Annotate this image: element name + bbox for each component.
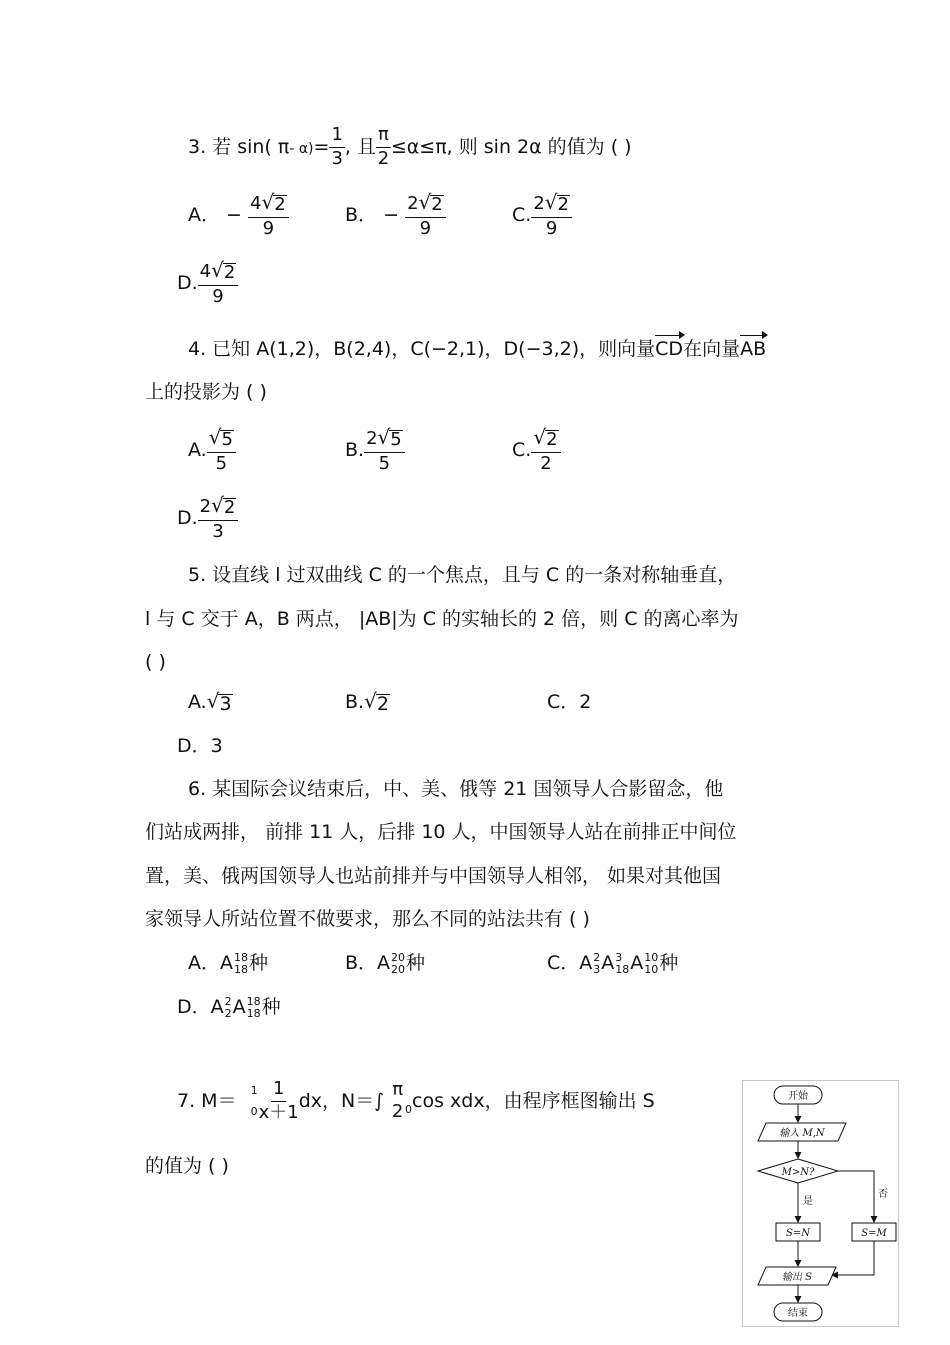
q3-opta-radicand: 2 bbox=[274, 194, 286, 215]
q6-optd-sup2: 18 bbox=[246, 995, 261, 1008]
q6-stem-line2: 们站成两排， 前排 11 人，后排 10 人，中国领导人站在前排正中间位 bbox=[145, 821, 737, 843]
q3-opta-radical bbox=[261, 192, 286, 215]
q7-frac-den: x＋1 bbox=[258, 1101, 299, 1123]
q3-optb-coef: 2 bbox=[407, 193, 419, 214]
q6-optd-scripts2 bbox=[247, 996, 261, 1019]
q4-optb-den: 5 bbox=[378, 452, 391, 474]
q6-optb-label: B．A bbox=[345, 952, 391, 975]
q6-opta-scripts bbox=[234, 952, 248, 975]
q3-minus-alpha: - α) bbox=[289, 140, 314, 157]
q3-optd-radicand: 2 bbox=[223, 262, 236, 283]
q6-optc-scripts2 bbox=[615, 952, 629, 975]
q3-optc-num bbox=[531, 192, 572, 218]
q7-stem-line1 bbox=[177, 1080, 655, 1123]
q3-optc-radical bbox=[545, 192, 570, 215]
q3-optd-coef: 4 bbox=[199, 261, 212, 282]
flowchart-start-label: 开始 bbox=[788, 1091, 808, 1102]
q3-frac-pi-half bbox=[376, 126, 391, 169]
q3-optd-radical bbox=[211, 260, 236, 283]
q3-option-c bbox=[512, 192, 572, 239]
q5-option-b bbox=[345, 691, 390, 714]
q6-stem-line4: 家领导人所站位置不做要求，那么不同的站法共有 ( ) bbox=[145, 908, 590, 930]
q4-mid: 在向量 bbox=[683, 338, 741, 360]
q5-option-c: C．2 bbox=[547, 691, 592, 713]
sqrt-icon: √ bbox=[544, 190, 558, 214]
q6-optd-tail: 种 bbox=[261, 996, 281, 1019]
q3-frac-one-third bbox=[329, 126, 344, 169]
q6-optb-scripts bbox=[391, 952, 405, 975]
q7-frac bbox=[259, 1080, 299, 1123]
q4-option-c bbox=[512, 427, 561, 474]
q3-optc-radicand: 2 bbox=[557, 194, 569, 215]
sqrt-icon: √ bbox=[211, 258, 224, 282]
q3-stem bbox=[188, 126, 632, 169]
q4-stem-line1 bbox=[188, 340, 766, 359]
q3-optb-sign: − bbox=[383, 203, 400, 226]
sqrt-icon: √ bbox=[206, 689, 220, 713]
q7-integral-limits bbox=[251, 1085, 258, 1118]
flowchart-input-label: 输入 M,N bbox=[779, 1128, 825, 1139]
q5-opta-radical bbox=[207, 691, 233, 714]
q3-optb-den: 9 bbox=[419, 217, 432, 239]
q7-pi-den: 2 bbox=[391, 1101, 404, 1123]
q3-optd-label: D. bbox=[177, 271, 198, 294]
q3-opta-label: A． bbox=[188, 203, 220, 226]
q3-optd-num bbox=[198, 260, 239, 286]
sqrt-icon: √ bbox=[211, 493, 224, 517]
flowchart-s-eq-n-label: S=N bbox=[786, 1228, 810, 1239]
q3-option-b bbox=[345, 192, 446, 239]
q6-optc-sub3: 10 bbox=[644, 962, 659, 976]
q3-optb-num bbox=[405, 192, 446, 218]
q5-stem-line3: ( ) bbox=[145, 651, 166, 673]
q4-optd-coef: 2 bbox=[199, 496, 212, 517]
q6-optb-sup: 20 bbox=[391, 951, 406, 964]
q7-int-lower: 0 bbox=[250, 1105, 258, 1119]
q6-option-b bbox=[345, 952, 425, 975]
q4-optb-frac bbox=[364, 427, 405, 474]
q6-option-c bbox=[547, 952, 678, 975]
q6-optb-tail: 种 bbox=[406, 952, 426, 975]
q4-opta-den: 5 bbox=[215, 452, 228, 474]
q4-vector-ab: AB bbox=[740, 338, 767, 360]
q5-opta-radicand: 3 bbox=[219, 693, 232, 715]
q4-optb-coef: 2 bbox=[366, 428, 378, 449]
q4-opta-radical bbox=[209, 427, 234, 450]
q4-optc-label: C. bbox=[512, 438, 532, 461]
q5-stem-line1: 5. 设直线 l 过双曲线 C 的一个焦点，且与 C 的一条对称轴垂直， bbox=[188, 564, 737, 586]
q6-optc-sup2: 3 bbox=[615, 951, 623, 964]
q7-dx: dx，N＝∫ bbox=[298, 1089, 385, 1112]
q7-lower-0: 0 bbox=[405, 1102, 413, 1116]
q3-optc-coef: 2 bbox=[533, 193, 545, 214]
sqrt-icon: √ bbox=[377, 425, 391, 449]
q6-optc-sub2: 18 bbox=[615, 962, 630, 976]
q6-optc-sup3: 10 bbox=[644, 951, 659, 964]
q3-frac1-num: 1 bbox=[329, 126, 344, 148]
q5-option-d: D．3 bbox=[177, 735, 223, 757]
q6-optc-sup1: 2 bbox=[593, 951, 601, 964]
q5-opta-label: A. bbox=[188, 691, 207, 713]
q6-stem-line3: 置，美、俄两国领导人也站前排并与中国领导人相邻， 如果对其他国 bbox=[145, 865, 722, 887]
q3-frac2-num: π bbox=[376, 126, 391, 148]
q4-optc-radical bbox=[533, 427, 558, 450]
sqrt-icon: √ bbox=[533, 425, 547, 449]
q5-optb-radicand: 2 bbox=[376, 693, 389, 715]
q3-prefix: 3. 若 sin( π bbox=[188, 135, 290, 158]
q4-option-a bbox=[188, 427, 236, 474]
q6-optd-sub1: 2 bbox=[224, 1006, 232, 1020]
q4-option-d bbox=[177, 495, 238, 542]
q6-opta-tail: 种 bbox=[249, 952, 269, 975]
q6-optc-tail: 种 bbox=[659, 952, 679, 975]
q7-frac-num: 1 bbox=[271, 1080, 286, 1102]
q3-optd-den: 9 bbox=[212, 285, 224, 307]
q4-optd-num bbox=[198, 495, 239, 521]
q6-optc-a3: A bbox=[630, 952, 644, 975]
q6-optd-sub2: 18 bbox=[246, 1006, 261, 1020]
q3-opta-frac bbox=[248, 192, 289, 239]
q4-optd-frac bbox=[198, 495, 239, 542]
q4-optc-den: 2 bbox=[540, 452, 552, 474]
q4-optd-radical bbox=[211, 495, 236, 518]
q4-optd-label: D. bbox=[177, 506, 198, 529]
q3-optd-frac bbox=[198, 260, 239, 307]
q5-optb-radical bbox=[364, 691, 390, 714]
flowchart-output-label: 输出 S bbox=[781, 1272, 813, 1283]
q6-optd-scripts1 bbox=[225, 996, 232, 1019]
q4-optb-radicand: 5 bbox=[390, 429, 402, 450]
q3-opta-coef: 4 bbox=[250, 193, 262, 214]
q4-optd-den: 3 bbox=[212, 520, 224, 542]
q7-pi-half bbox=[390, 1078, 405, 1123]
flowchart-s-eq-m-label: S=M bbox=[861, 1228, 887, 1239]
q4-optd-radicand: 2 bbox=[223, 497, 236, 518]
q4-opta-label: A. bbox=[188, 438, 207, 461]
q4-optb-num bbox=[364, 427, 405, 453]
q6-optb-sub: 20 bbox=[391, 962, 406, 976]
q7-tail: cos xdx，由程序框图输出 S bbox=[412, 1089, 655, 1112]
q6-optc-label: C．A bbox=[547, 952, 593, 975]
q4-opta-radicand: 5 bbox=[221, 429, 233, 450]
q4-stem-line2: 上的投影为 ( ) bbox=[145, 381, 267, 403]
q3-optc-frac bbox=[531, 192, 572, 239]
q4-optc-frac bbox=[531, 427, 560, 474]
q6-option-a bbox=[188, 952, 268, 975]
q6-optc-sub1: 3 bbox=[593, 962, 601, 976]
q5-option-a bbox=[188, 691, 233, 714]
sqrt-icon: √ bbox=[208, 425, 222, 449]
q4-optb-label: B. bbox=[345, 438, 365, 461]
q3-optb-radicand: 2 bbox=[431, 194, 443, 215]
q3-option-a bbox=[188, 192, 289, 239]
q3-optb-radical bbox=[419, 192, 444, 215]
q4-opta-num bbox=[207, 427, 236, 453]
q6-stem-line1: 6. 某国际会议结束后，中、美、俄等 21 国领导人合影留念，他 bbox=[188, 778, 724, 800]
q6-opta-label: A．A bbox=[188, 952, 233, 975]
flowchart-border bbox=[743, 1081, 899, 1327]
sqrt-icon: √ bbox=[418, 190, 432, 214]
q6-optd-a2: A bbox=[232, 996, 246, 1019]
q7-pi-num: π bbox=[392, 1078, 404, 1100]
q3-opta-den: 9 bbox=[262, 217, 275, 239]
q5-optb-label: B. bbox=[345, 691, 365, 713]
q3-optc-label: C. bbox=[512, 203, 532, 226]
q4-opta-frac bbox=[207, 427, 236, 474]
q3-cond: ≤α≤π, 则 sin 2α 的值为 ( ) bbox=[390, 135, 632, 158]
q3-optc-den: 9 bbox=[545, 217, 558, 239]
flowchart-no-label: 否 bbox=[878, 1189, 888, 1200]
q4-optc-radicand: 2 bbox=[546, 429, 558, 450]
q6-option-d bbox=[177, 996, 281, 1019]
q7-prefix: 7. M＝ bbox=[177, 1089, 237, 1112]
q3-opta-sign: − bbox=[226, 203, 242, 226]
q6-opta-sub: 18 bbox=[234, 962, 248, 976]
q7-stem-line2: 的值为 ( ) bbox=[145, 1155, 229, 1177]
q6-optc-scripts1 bbox=[593, 952, 600, 975]
sqrt-icon: √ bbox=[261, 190, 275, 214]
q6-opta-sup: 18 bbox=[234, 951, 248, 964]
q6-optc-a2: A bbox=[601, 952, 615, 975]
q6-optc-scripts3 bbox=[644, 952, 658, 975]
q3-eq: = bbox=[313, 135, 330, 158]
flowchart bbox=[742, 1080, 900, 1328]
q4-option-b bbox=[345, 427, 405, 474]
sqrt-icon: √ bbox=[364, 689, 377, 713]
q3-optb-label: B． bbox=[345, 203, 378, 226]
q4-optb-radical bbox=[378, 427, 403, 450]
q3-optb-frac bbox=[405, 192, 446, 239]
q3-opta-num bbox=[248, 192, 289, 218]
flowchart-yes-label: 是 bbox=[803, 1196, 813, 1207]
q4-line1: 4. 已知 A(1,2)，B(2,4)，C(−2,1)，D(−3,2)，则向量 bbox=[188, 338, 656, 360]
q3-mid: , 且 bbox=[344, 135, 376, 158]
flowchart-end-label: 结束 bbox=[788, 1308, 808, 1319]
q4-vector-cd: CD bbox=[655, 338, 684, 360]
q6-optd-label: D．A bbox=[177, 996, 224, 1019]
q6-optd-sup1: 2 bbox=[224, 995, 232, 1008]
q3-frac2-den: 2 bbox=[377, 147, 390, 169]
q3-option-d bbox=[177, 260, 238, 307]
q4-optc-num bbox=[531, 427, 560, 453]
q7-int-upper: 1 bbox=[250, 1083, 258, 1097]
q5-stem-line2: l 与 C 交于 A，B 两点， |AB|为 C 的实轴长的 2 倍，则 C 的离心率为 bbox=[145, 608, 739, 630]
flowchart-decision-label: M>N? bbox=[781, 1167, 815, 1178]
q3-frac1-den: 3 bbox=[331, 147, 343, 169]
